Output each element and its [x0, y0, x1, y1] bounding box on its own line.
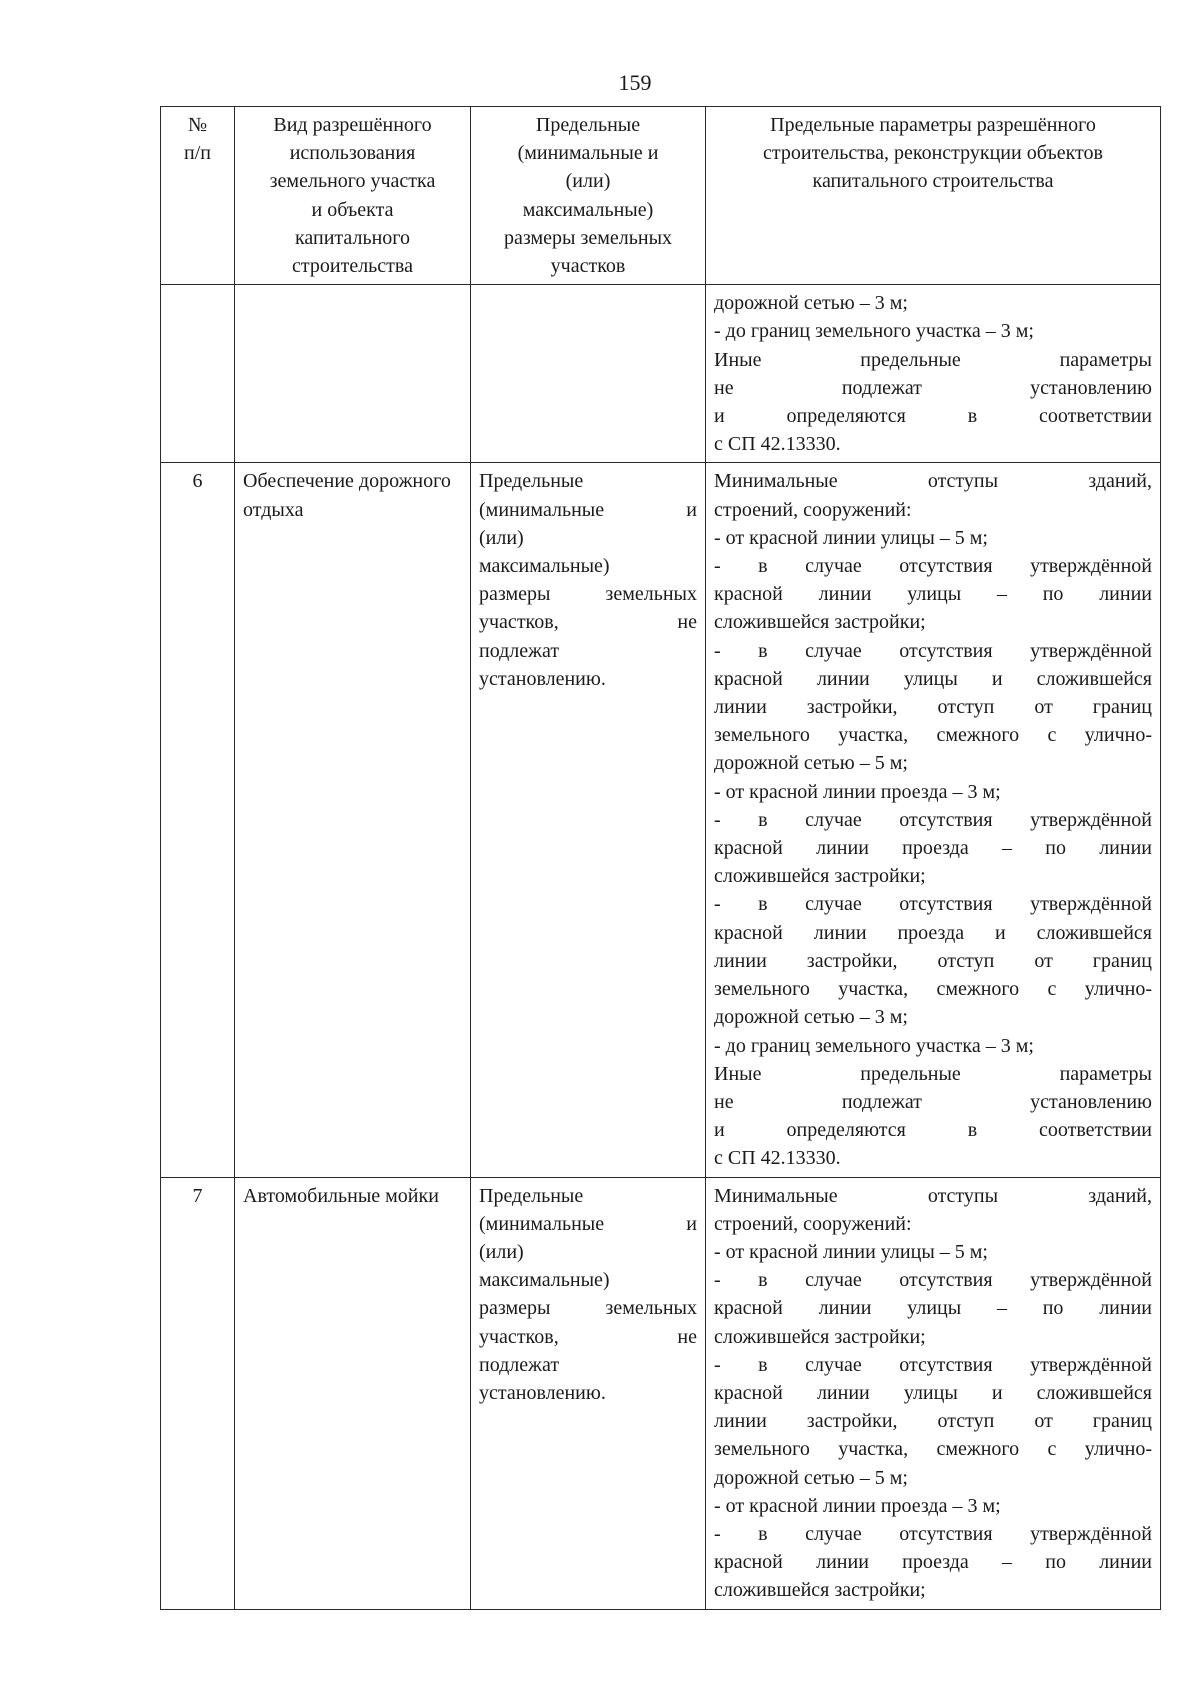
- params-lines: [714, 289, 1152, 458]
- text-line: Иные предельные параметры: [714, 1062, 1152, 1085]
- text-line: Иные предельные параметры: [714, 348, 1152, 371]
- text-line: Минимальные отступы зданий,: [714, 470, 1152, 493]
- text-line: размеры земельных: [479, 583, 697, 606]
- text-line: линии застройки, отступ от границ: [714, 949, 1152, 972]
- header-line: (или): [565, 170, 611, 193]
- text-line: красной линии проезда – по линии: [714, 837, 1152, 860]
- header-line: капитального: [295, 226, 410, 249]
- header-use-type: [235, 107, 471, 285]
- text-line: и определяются в соответствии: [714, 405, 1152, 428]
- text-line: (минимальные и: [479, 498, 697, 521]
- text-line: красной линии улицы и сложившейся: [714, 1381, 1152, 1404]
- text-line: - от красной линии улицы – 5 м;: [714, 526, 988, 549]
- header-line: Предельные параметры разрешённого: [770, 114, 1096, 136]
- row-params: [706, 1177, 1161, 1609]
- row-use-type: [235, 463, 471, 1177]
- header-line: строительства: [292, 255, 413, 278]
- text-line: строений, сооружений:: [714, 1212, 912, 1235]
- text-line: максимальные): [479, 1269, 610, 1292]
- text-line: не подлежат установлению: [714, 1090, 1152, 1113]
- text-line: подлежат: [479, 1353, 560, 1376]
- text-line: с СП 42.13330.: [714, 433, 841, 456]
- text-line: - от красной линии улицы – 5 м;: [714, 1240, 988, 1263]
- header-line: размеры земельных: [503, 226, 673, 249]
- page-number: 159: [618, 70, 652, 95]
- text-line: сложившейся застройки;: [714, 865, 926, 888]
- header-line: земельного участка: [269, 170, 436, 193]
- header-line: Вид разрешённого: [273, 114, 432, 136]
- text-line: земельного участка, смежного с улично-: [714, 978, 1152, 1001]
- row-num: 7: [161, 1177, 235, 1609]
- text-line: строений, сооружений:: [714, 498, 912, 521]
- header-line: и объекта: [311, 198, 394, 221]
- row-num: 6: [161, 463, 235, 1177]
- header-plot-size: [471, 107, 706, 285]
- text-line: максимальные): [479, 555, 610, 578]
- header-line: использования: [289, 142, 416, 165]
- header-num: [161, 107, 235, 285]
- text-line: (или): [479, 526, 524, 549]
- text-line: и определяются в соответствии: [714, 1119, 1152, 1142]
- text-line: дорожной сетью – 5 м;: [714, 752, 908, 775]
- size-lines: [479, 467, 697, 693]
- text-line: - в случае отсутствия утверждённой: [714, 808, 1152, 831]
- text-line: сложившейся застройки;: [714, 611, 926, 634]
- header-line: №: [187, 114, 208, 136]
- text-line: дорожной сетью – 3 м;: [714, 1006, 908, 1029]
- use-type-text: Обеспечение дорожного отдыха: [243, 470, 451, 521]
- text-line: - от красной линии проезда – 3 м;: [714, 1494, 1001, 1517]
- text-line: - в случае отсутствия утверждённой: [714, 1269, 1152, 1292]
- row-plot-size: [471, 285, 706, 463]
- text-line: земельного участка, смежного с улично-: [714, 724, 1152, 747]
- text-line: - в случае отсутствия утверждённой: [714, 893, 1152, 916]
- header-line: капитального строительства: [812, 170, 1054, 193]
- text-line: красной линии проезда – по линии: [714, 1551, 1152, 1574]
- header-build-params: [706, 107, 1161, 285]
- text-line: Минимальные отступы зданий,: [714, 1184, 1152, 1207]
- row-use-type: [235, 1177, 471, 1609]
- text-line: не подлежат установлению: [714, 376, 1152, 399]
- text-line: участков, не: [479, 611, 697, 634]
- text-line: красной линии улицы – по линии: [714, 1297, 1152, 1320]
- size-lines: [479, 1182, 697, 1408]
- text-line: - в случае отсутствия утверждённой: [714, 639, 1152, 662]
- text-line: размеры земельных: [479, 1297, 697, 1320]
- table-row-continuation: [161, 285, 1161, 463]
- text-line: - до границ земельного участка – 3 м;: [714, 1034, 1034, 1057]
- table-row-6: [161, 463, 1161, 1177]
- text-line: Предельные: [479, 1184, 584, 1207]
- row-num: [161, 285, 235, 463]
- row-plot-size: [471, 1177, 706, 1609]
- use-type-text: Автомобильные мойки: [243, 1184, 439, 1207]
- text-line: дорожной сетью – 3 м;: [714, 292, 908, 315]
- text-line: - в случае отсутствия утверждённой: [714, 1353, 1152, 1376]
- text-line: красной линии улицы – по линии: [714, 583, 1152, 606]
- text-line: с СП 42.13330.: [714, 1147, 841, 1170]
- text-line: красной линии проезда и сложившейся: [714, 921, 1152, 944]
- land-use-table: [160, 106, 1161, 1610]
- params-lines: [714, 467, 1152, 1172]
- row-plot-size: [471, 463, 706, 1177]
- header-line: участков: [550, 255, 626, 278]
- text-line: - в случае отсутствия утверждённой: [714, 555, 1152, 578]
- row-use-type: [235, 285, 471, 463]
- text-line: красной линии улицы и сложившейся: [714, 667, 1152, 690]
- text-line: (или): [479, 1240, 524, 1263]
- text-line: установлению.: [479, 667, 606, 690]
- params-lines: [714, 1182, 1152, 1605]
- text-line: дорожной сетью – 5 м;: [714, 1466, 908, 1489]
- text-line: сложившейся застройки;: [714, 1579, 926, 1602]
- table-row-7: [161, 1177, 1161, 1609]
- header-line: Предельные: [535, 114, 641, 136]
- text-line: подлежат: [479, 639, 560, 662]
- header-line: строительства, реконструкции объектов: [763, 142, 1103, 165]
- header-line: максимальные): [522, 198, 654, 221]
- text-line: Предельные: [479, 470, 584, 493]
- table-header-row: [161, 107, 1161, 285]
- text-line: линии застройки, отступ от границ: [714, 1410, 1152, 1433]
- text-line: линии застройки, отступ от границ: [714, 696, 1152, 719]
- row-params: [706, 285, 1161, 463]
- header-line: п/п: [184, 142, 211, 165]
- text-line: (минимальные и: [479, 1212, 697, 1235]
- text-line: земельного участка, смежного с улично-: [714, 1438, 1152, 1461]
- row-params: [706, 463, 1161, 1177]
- text-line: - в случае отсутствия утверждённой: [714, 1522, 1152, 1545]
- text-line: установлению.: [479, 1381, 606, 1404]
- text-line: сложившейся застройки;: [714, 1325, 926, 1348]
- header-line: (минимальные и: [517, 142, 659, 165]
- text-line: - от красной линии проезда – 3 м;: [714, 780, 1001, 803]
- text-line: - до границ земельного участка – 3 м;: [714, 320, 1034, 343]
- text-line: участков, не: [479, 1325, 697, 1348]
